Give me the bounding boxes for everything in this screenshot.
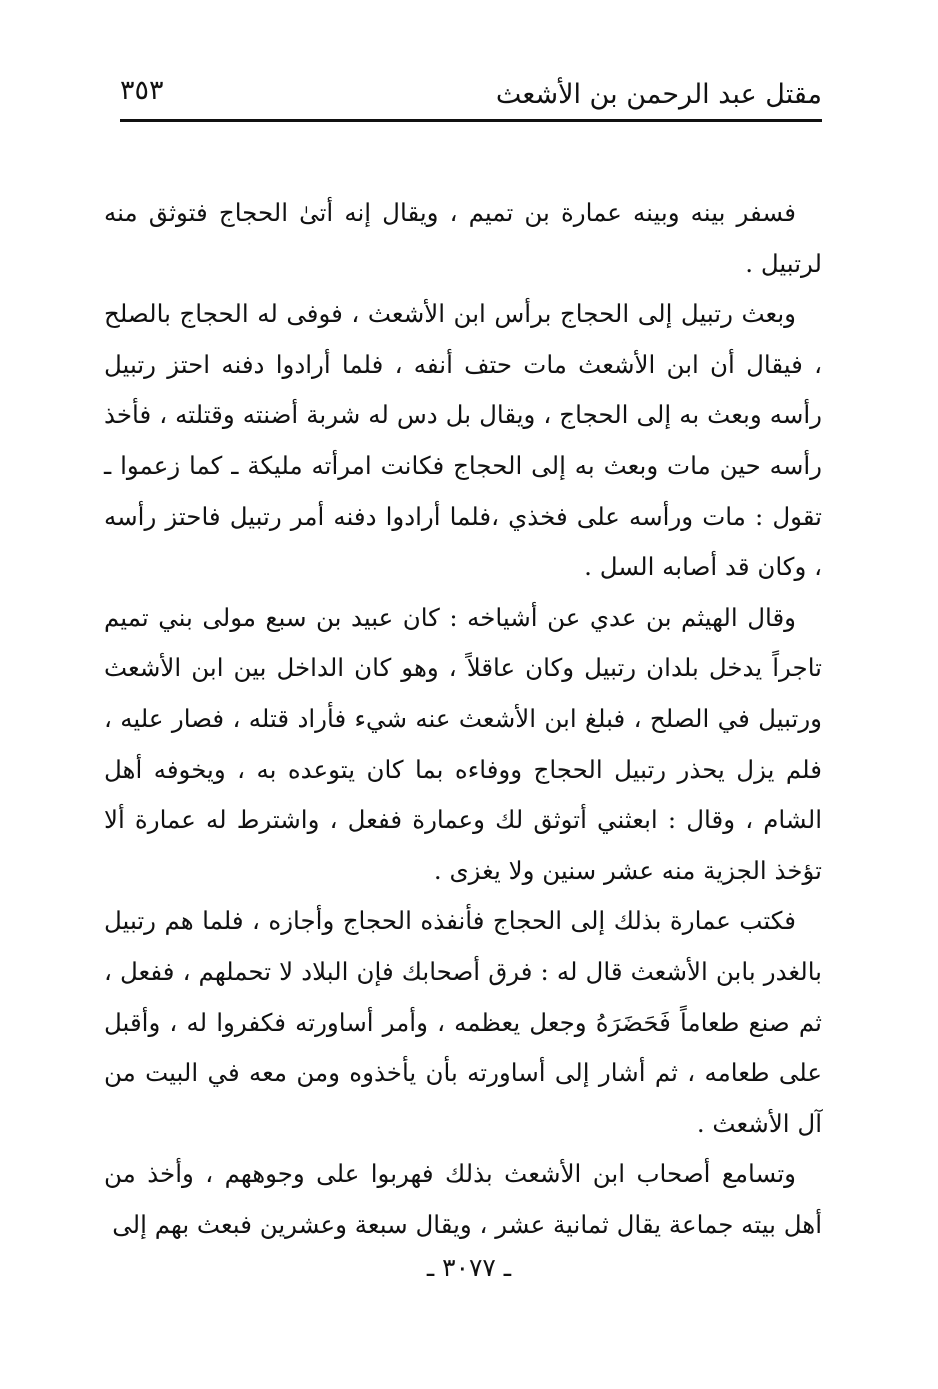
- page-number: ٣٥٣: [120, 75, 164, 106]
- paragraph: فسفر بينه وبينه عمارة بن تميم ، ويقال إنه أتىٰ الحجاج فتوثق منه لرتبيل .: [104, 198, 822, 278]
- running-header: [120, 64, 822, 120]
- chapter-title: مقتل عبد الرحمن بن الأشعث: [495, 79, 822, 110]
- paragraph: فكتب عمارة بذلك إلى الحجاج فأنفذه الحجاج وأجازه ، فلما هم رتبيل بالغدر بابن الأشعث قال له : فرق أصحابك فإن البلاد لا تحملهم ، ففعل ، ثم صنع طعاماً فَحَضَرَهُ وجعل يعظمه ، وأمر أساورته فكفروا له ، وأقبل على طعامه ، ثم أشار إلى أساورته بأن يأخذوه ومن معه في البيت من آل الأشعث .: [104, 906, 822, 1138]
- paragraph: وقال الهيثم بن عدي عن أشياخه : كان عبيد بن سبع مولى بني تميم تاجراً يدخل بلدان رتبيل وكان عاقلاً ، وهو كان الداخل بين ابن الأشعث ورتبيل في الصلح ، فبلغ ابن الأشعث عنه شيء فأراد قتله ، فصار عليه ، فلم يزل يحذر رتبيل الحجاج ووفاءه بما كان يتوعده به ، ويخوفه أهل الشام ، وقال : ابعثني أتوثق لك وعمارة ففعل ، واشترط له عمارة ألا تؤخذ الجزية منه عشر سنين ولا يغزى .: [104, 602, 822, 885]
- page-footer-number: ـ ٣٠٧٧ ـ: [426, 1253, 512, 1282]
- main-text: [104, 188, 822, 1250]
- paragraph: وتسامع أصحاب ابن الأشعث بذلك فهربوا على وجوههم ، وأخذ من أهل بيته جماعة يقال ثمانية عشر ، ويقال سبعة وعشرين فبعث بهم إلى: [104, 1159, 822, 1239]
- header-divider: [120, 119, 822, 122]
- paragraph: وبعث رتبيل إلى الحجاج برأس ابن الأشعث ، فوفى له الحجاج بالصلح ، فيقال أن ابن الأشعث مات حتف أنفه ، فلما أرادوا دفنه احتز رتبيل رأسه وبعث به إلى الحجاج ، ويقال بل دس له شربة أضنته وقتلته ، فأخذ رأسه حين مات وبعث به إلى الحجاج فكانت امرأته مليكة ـ كما زعموا ـ تقول : مات ورأسه على فخذي ،فلما أرادوا دفنه أمر رتبيل فاحتز رأسه ، وكان قد أصابه السل .: [104, 299, 822, 582]
